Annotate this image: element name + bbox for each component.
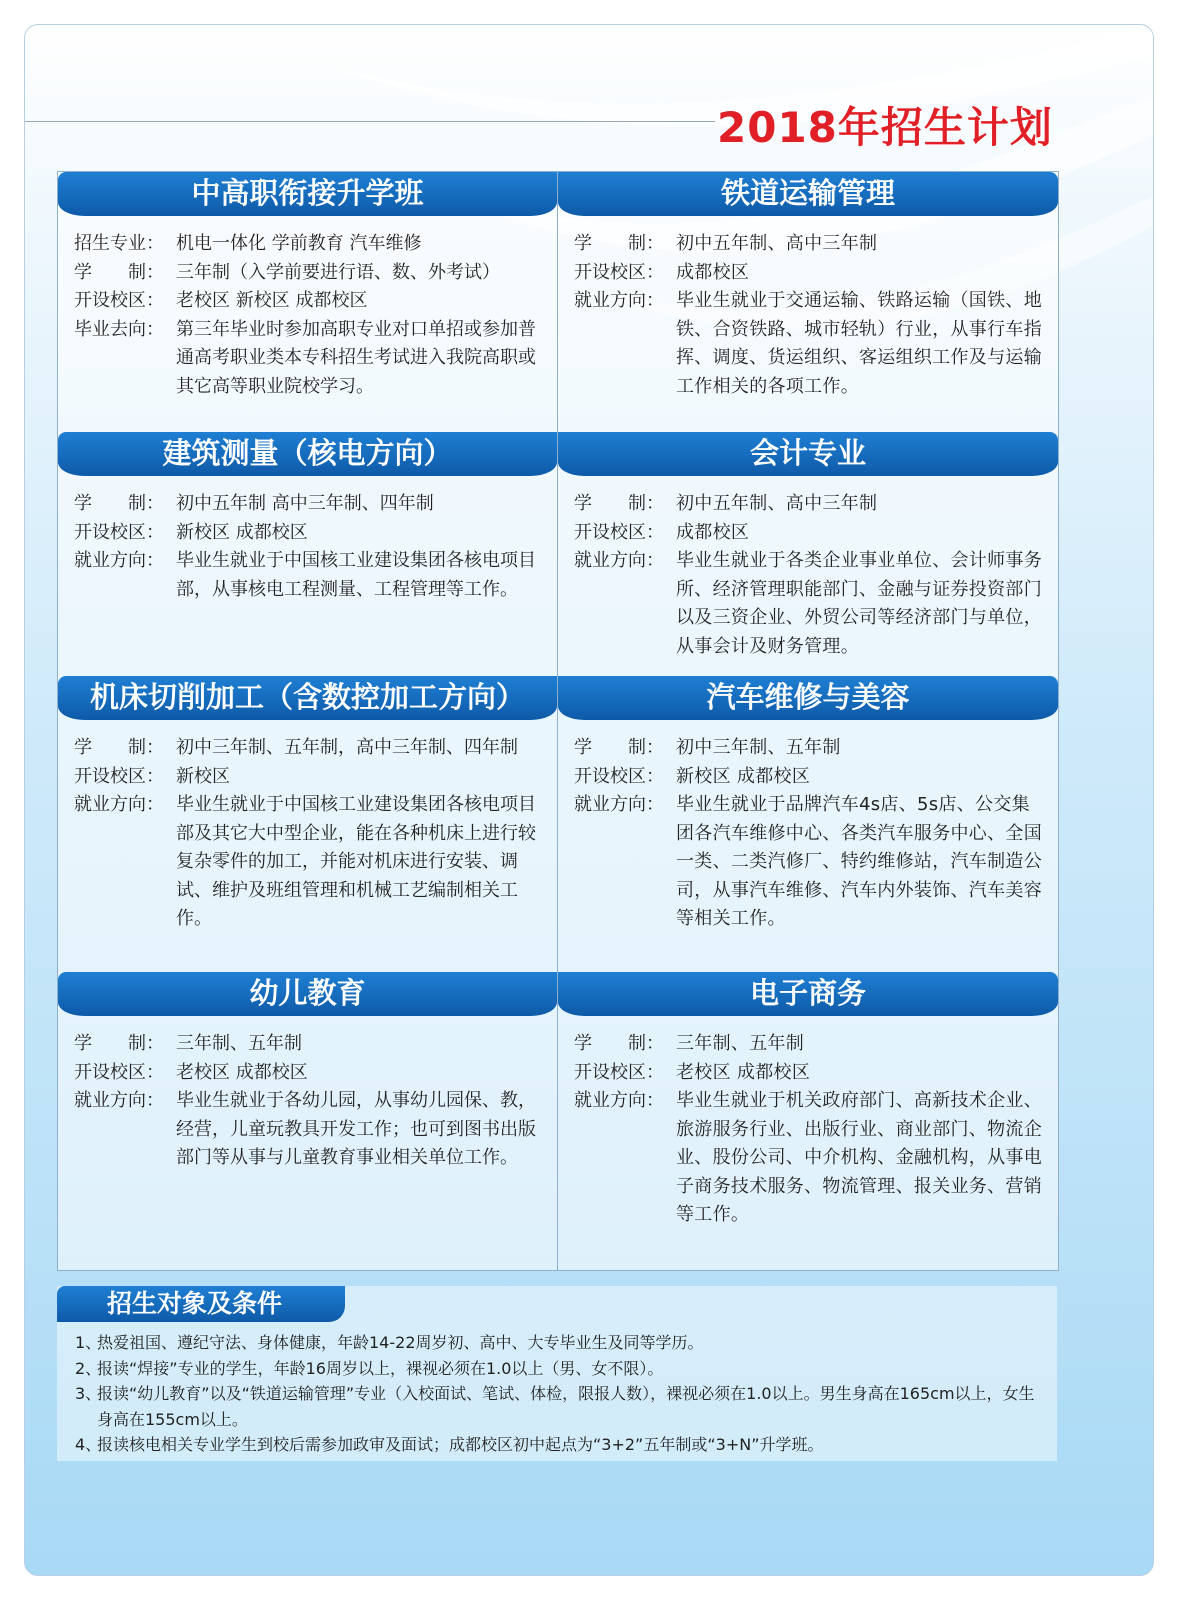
field-label: 开设校区：	[574, 1061, 664, 1083]
field-value: 第三年毕业时参加高职专业对口单招或参加普通高考职业类本专科招生考试进入我院高职或其它高等职业院校学习。	[176, 318, 536, 397]
program-field	[574, 547, 1048, 661]
program-card	[58, 972, 558, 1270]
field-label: 开设校区：	[574, 261, 664, 283]
program-title: 汽车维修与美容	[558, 676, 1058, 720]
program-field	[574, 1059, 1048, 1088]
program-field	[574, 230, 1048, 259]
title-rule	[25, 121, 715, 122]
field-value: 老校区 成都校区	[676, 1061, 811, 1083]
field-label: 学 制：	[74, 261, 164, 283]
condition-item	[75, 1381, 1050, 1432]
field-value: 新校区	[176, 765, 230, 787]
field-label: 学 制：	[574, 1033, 664, 1054]
program-title: 电子商务	[558, 972, 1058, 1016]
field-label: 就业方向：	[574, 550, 664, 571]
program-card	[558, 172, 1058, 432]
program-field	[574, 1087, 1048, 1230]
field-value: 初中五年制、高中三年制	[676, 233, 878, 254]
field-value: 毕业生就业于品牌汽车4s店、5s店、公交集团各汽车维修中心、各类汽车服务中心、全国一类、二类汽修厂、特约维修站，汽车制造公司，从事汽车维修、汽车内外装饰、汽车美容等相关工作。	[676, 794, 1042, 929]
program-field	[574, 259, 1048, 288]
program-field	[574, 791, 1048, 934]
field-label: 就业方向：	[574, 1090, 664, 1111]
field-label: 学 制：	[574, 233, 664, 254]
field-label: 就业方向：	[74, 1090, 164, 1111]
program-field	[574, 287, 1048, 401]
field-label: 开设校区：	[574, 765, 664, 787]
conditions-title: 招生对象及条件	[57, 1286, 345, 1322]
conditions-section	[57, 1286, 1057, 1461]
program-field	[74, 547, 547, 604]
condition-text: 报读“焊接”专业的学生，年龄16周岁以上，裸视必须在1.0以上（男、女不限）。	[97, 1358, 664, 1378]
condition-number: 2、	[75, 1358, 102, 1378]
program-card	[58, 676, 558, 972]
field-value: 老校区 成都校区	[176, 1061, 308, 1083]
program-card	[558, 676, 1058, 972]
program-card	[558, 432, 1058, 676]
program-title: 中高职衔接升学班	[58, 172, 557, 216]
program-field	[74, 791, 547, 934]
field-label: 学 制：	[574, 493, 664, 514]
field-value: 初中五年制 高中三年制、四年制	[176, 493, 434, 514]
program-title: 幼儿教育	[58, 972, 557, 1016]
field-label: 学 制：	[574, 737, 664, 758]
program-field	[74, 1059, 547, 1088]
condition-text: 报读“幼儿教育”以及“铁道运输管理”专业（入校面试、笔试、体检，限报人数），裸视必须在1.0以上。男生身高在165cm以上，女生身高在155cm以上。	[97, 1384, 1035, 1429]
program-field	[574, 763, 1048, 792]
program-field	[74, 287, 547, 316]
field-label: 开设校区：	[574, 521, 664, 543]
field-label: 就业方向：	[74, 794, 164, 815]
field-value: 毕业生就业于各幼儿园，从事幼儿园保、教，经营，儿童玩教具开发工作；也可到图书出版部门等从事与儿童教育事业相关单位工作。	[176, 1090, 536, 1168]
condition-text: 热爱祖国、遵纪守法、身体健康，年龄14-22周岁初、高中、大专毕业生及同等学历。	[97, 1333, 704, 1352]
program-field	[574, 519, 1048, 548]
field-label: 开设校区：	[74, 290, 164, 311]
program-field	[74, 259, 547, 288]
condition-item	[75, 1432, 1050, 1458]
field-value: 毕业生就业于中国核工业建设集团各核电项目部，从事核电工程测量、工程管理等工作。	[176, 550, 536, 600]
field-label: 学 制：	[74, 1033, 164, 1054]
program-card	[58, 172, 558, 432]
program-grid	[57, 171, 1059, 1271]
field-value: 毕业生就业于各类企业事业单位、会计师事务所、经济管理职能部门、金融与证券投资部门以及三资企业、外贸公司等经济部门与单位，从事会计及财务管理。	[676, 550, 1042, 657]
field-value: 毕业生就业于中国核工业建设集团各核电项目部及其它大中型企业，能在各种机床上进行较复杂零件的加工，并能对机床进行安装、调试、维护及班组管理和机械工艺编制相关工作。	[176, 794, 536, 929]
program-title: 会计专业	[558, 432, 1058, 476]
field-label: 学 制：	[74, 737, 164, 758]
field-value: 成都校区	[676, 261, 750, 283]
condition-item	[75, 1356, 1050, 1382]
field-value: 三年制（入学前要进行语、数、外考试）	[176, 261, 500, 283]
program-field	[74, 490, 547, 519]
program-field	[74, 1030, 547, 1059]
field-label: 招生专业：	[74, 233, 164, 254]
condition-number: 1、	[75, 1333, 102, 1352]
program-field	[74, 1087, 547, 1173]
field-value: 三年制、五年制	[176, 1033, 302, 1054]
program-field	[74, 316, 547, 402]
field-value: 三年制、五年制	[676, 1033, 805, 1054]
program-field	[74, 734, 547, 763]
field-value: 老校区 新校区 成都校区	[176, 290, 368, 311]
program-title: 机床切削加工（含数控加工方向）	[58, 676, 557, 720]
field-value: 毕业生就业于机关政府部门、高新技术企业、旅游服务行业、出版行业、商业部门、物流企业、股份公司、中介机构、金融机构，从事电子商务技术服务、物流管理、报关业务、营销等工作。	[676, 1090, 1042, 1225]
field-label: 开设校区：	[74, 1061, 164, 1083]
field-label: 就业方向：	[74, 550, 164, 571]
conditions-list	[75, 1330, 1050, 1458]
field-value: 成都校区	[676, 521, 750, 543]
field-value: 初中五年制、高中三年制	[676, 493, 878, 514]
condition-text: 报读核电相关专业学生到校后需参加政审及面试；成都校区初中起点为“3+2”五年制或“3+N”升学班。	[97, 1435, 824, 1454]
field-label: 开设校区：	[74, 521, 164, 543]
program-card	[558, 972, 1058, 1270]
program-field	[74, 763, 547, 792]
field-label: 学 制：	[74, 493, 164, 514]
program-field	[74, 519, 547, 548]
program-title: 铁道运输管理	[558, 172, 1058, 216]
field-value: 毕业生就业于交通运输、铁路运输（国铁、地铁、合资铁路、城市轻轨）行业，从事行车指挥、调度、货运组织、客运组织工作及与运输工作相关的各项工作。	[676, 290, 1042, 397]
field-value: 机电一体化 学前教育 汽车维修	[176, 233, 422, 254]
condition-number: 3、	[75, 1384, 102, 1403]
field-label: 就业方向：	[574, 290, 664, 311]
field-value: 初中三年制、五年制	[676, 737, 841, 758]
condition-item	[75, 1330, 1050, 1356]
condition-number: 4、	[75, 1435, 102, 1454]
field-label: 开设校区：	[74, 765, 164, 787]
field-value: 新校区 成都校区	[676, 765, 811, 787]
field-label: 就业方向：	[574, 794, 664, 815]
page-title: 2018年招生计划	[717, 103, 1053, 152]
field-value: 初中三年制、五年制，高中三年制、四年制	[176, 737, 518, 758]
program-field	[574, 490, 1048, 519]
program-field	[574, 1030, 1048, 1059]
program-field	[74, 230, 547, 259]
program-card	[58, 432, 558, 676]
field-value: 新校区 成都校区	[176, 521, 308, 543]
program-title: 建筑测量（核电方向）	[58, 432, 557, 476]
program-field	[574, 734, 1048, 763]
field-label: 毕业去向：	[74, 318, 164, 340]
